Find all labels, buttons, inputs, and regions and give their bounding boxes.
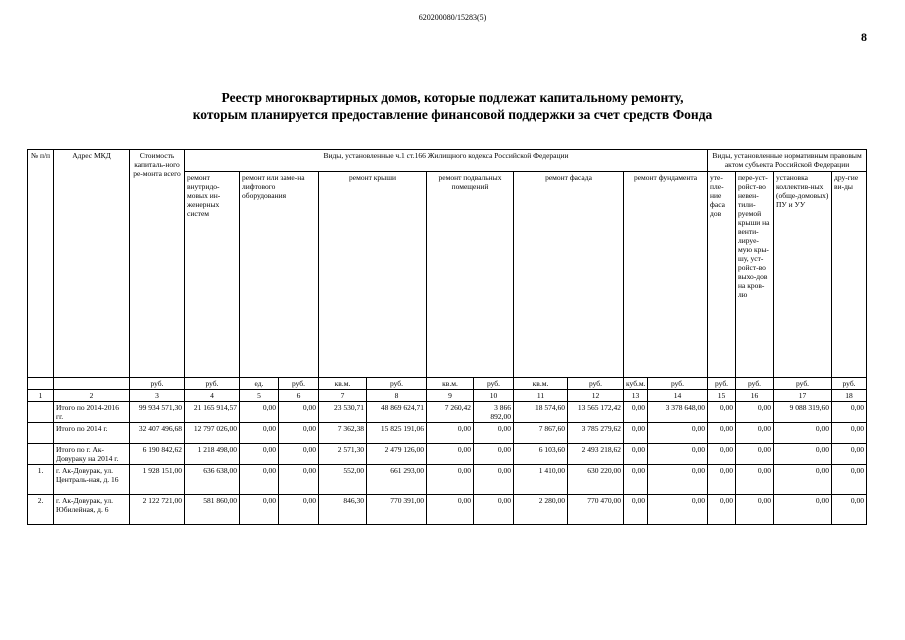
header-meters: установка коллектив-ных (обще-домовых) ПУ и УУ (774, 172, 832, 378)
header-facade: ремонт фасада (514, 172, 624, 378)
value-cell: 0,00 (648, 495, 708, 525)
value-cell: 2 479 126,00 (367, 444, 427, 465)
value-cell: 0,00 (736, 423, 774, 444)
document-number: 620200080/15283(5) (418, 13, 487, 22)
value-cell: 0,00 (708, 444, 736, 465)
col-number: 17 (774, 390, 832, 402)
value-cell: 0,00 (736, 465, 774, 495)
value-cell: 0,00 (624, 465, 648, 495)
value-cell: 9 088 319,60 (774, 402, 832, 423)
value-cell: 0,00 (774, 423, 832, 444)
address-cell: Итого по г. Ак-Довураку на 2014 г. (54, 444, 130, 465)
value-cell: 0,00 (240, 402, 279, 423)
col-number: 3 (130, 390, 185, 402)
value-cell: 0,00 (832, 465, 867, 495)
row-number-cell (28, 402, 54, 423)
unit-cell: куб.м. (624, 378, 648, 390)
value-cell: 2 280,00 (514, 495, 568, 525)
title-line-2: которым планируется предоставление финансовой поддержки за счет средств Фонда (192, 107, 713, 122)
address-cell: Итого по 2014 г. (54, 423, 130, 444)
value-cell: 0,00 (774, 444, 832, 465)
row-number-cell: 2. (28, 495, 54, 525)
unit-cell: руб. (367, 378, 427, 390)
value-cell: 0,00 (474, 444, 514, 465)
value-cell: 661 293,00 (367, 465, 427, 495)
value-cell: 3 378 648,00 (648, 402, 708, 423)
value-cell: 0,00 (774, 465, 832, 495)
row-number-cell: 1. (28, 465, 54, 495)
value-cell: 0,00 (624, 495, 648, 525)
page-title (0, 89, 905, 123)
value-cell: 770 391,00 (367, 495, 427, 525)
value-cell: 0,00 (240, 444, 279, 465)
header-foundation: ремонт фундамента (624, 172, 708, 378)
col-number: 10 (474, 390, 514, 402)
value-cell: 7 867,60 (514, 423, 568, 444)
value-cell: 636 638,00 (185, 465, 240, 495)
address-cell: г. Ак-Довурак, ул. Централь-ная, д. 16 (54, 465, 130, 495)
value-cell: 2 571,30 (319, 444, 367, 465)
unit-cell: руб. (832, 378, 867, 390)
value-cell: 6 190 842,62 (130, 444, 185, 465)
col-number: 1 (28, 390, 54, 402)
unit-cell: руб. (279, 378, 319, 390)
value-cell: 0,00 (427, 444, 474, 465)
value-cell: 0,00 (474, 495, 514, 525)
col-number: 12 (568, 390, 624, 402)
unit-cell: кв.м. (514, 378, 568, 390)
value-cell: 3 866 892,00 (474, 402, 514, 423)
col-number: 8 (367, 390, 427, 402)
col-number: 6 (279, 390, 319, 402)
table-row (28, 402, 867, 423)
unit-cell: руб. (708, 378, 736, 390)
row-number-cell (28, 444, 54, 465)
value-cell: 15 825 191,06 (367, 423, 427, 444)
value-cell: 13 565 172,42 (568, 402, 624, 423)
table-row (28, 423, 867, 444)
address-cell: Итого по 2014-2016 гг. (54, 402, 130, 423)
value-cell: 0,00 (736, 444, 774, 465)
value-cell: 18 574,60 (514, 402, 568, 423)
value-cell: 0,00 (474, 465, 514, 495)
value-cell: 0,00 (832, 444, 867, 465)
header-address: Адрес МКД (54, 150, 130, 378)
value-cell: 21 165 914,57 (185, 402, 240, 423)
col-number: 13 (624, 390, 648, 402)
unit-cell: руб. (474, 378, 514, 390)
value-cell: 0,00 (240, 423, 279, 444)
col-number: 2 (54, 390, 130, 402)
value-cell: 2 493 218,62 (568, 444, 624, 465)
row-number-cell (28, 423, 54, 444)
value-cell: 0,00 (624, 423, 648, 444)
value-cell: 0,00 (279, 444, 319, 465)
value-cell: 3 785 279,62 (568, 423, 624, 444)
header-roof: ремонт крыши (319, 172, 427, 378)
value-cell: 32 407 496,68 (130, 423, 185, 444)
value-cell: 0,00 (427, 495, 474, 525)
value-cell: 0,00 (624, 444, 648, 465)
value-cell: 12 797 026,00 (185, 423, 240, 444)
value-cell: 0,00 (736, 495, 774, 525)
value-cell: 0,00 (240, 495, 279, 525)
value-cell: 48 869 624,71 (367, 402, 427, 423)
header-basement: ремонт подвальных помещений (427, 172, 514, 378)
value-cell: 1 410,00 (514, 465, 568, 495)
value-cell: 0,00 (648, 465, 708, 495)
value-cell: 99 934 571,30 (130, 402, 185, 423)
value-cell: 7 362,38 (319, 423, 367, 444)
unit-cell: кв.м. (319, 378, 367, 390)
header-group-regional: Виды, установленные нормативным правовым актом субъекта Российской Федерации (708, 150, 867, 172)
value-cell: 0,00 (648, 423, 708, 444)
header-reroof: пере-уст-ройст-во невен-тили-руемой крыши на венти-лируе-мую кры-шу, уст-ройст-во выхо-дов на кров-лю (736, 172, 774, 378)
value-cell: 0,00 (279, 423, 319, 444)
table-row (28, 495, 867, 525)
unit-cell: руб. (185, 378, 240, 390)
value-cell: 0,00 (427, 465, 474, 495)
value-cell: 846,30 (319, 495, 367, 525)
header-insulation: уте-пле-ние фаса дов (708, 172, 736, 378)
title-line-1: Реестр многоквартирных домов, которые подлежат капитальному ремонту, (221, 90, 684, 105)
col-number: 15 (708, 390, 736, 402)
header-group-housing-code: Виды, установленные ч.1 ст.166 Жилищного кодекса Российской Федерации (185, 150, 708, 172)
value-cell: 581 860,00 (185, 495, 240, 525)
unit-cell: руб. (648, 378, 708, 390)
unit-cell: руб. (774, 378, 832, 390)
value-cell: 630 220,00 (568, 465, 624, 495)
page-number: 8 (861, 30, 867, 44)
col-number: 5 (240, 390, 279, 402)
col-number: 11 (514, 390, 568, 402)
value-cell: 0,00 (240, 465, 279, 495)
value-cell: 0,00 (774, 495, 832, 525)
value-cell: 0,00 (832, 423, 867, 444)
col-number: 9 (427, 390, 474, 402)
table-row (28, 444, 867, 465)
value-cell: 1 218 498,00 (185, 444, 240, 465)
value-cell: 0,00 (736, 402, 774, 423)
header-internal-systems: ремонт внутридо-мовых ин-женерных систем (185, 172, 240, 378)
value-cell: 1 928 151,00 (130, 465, 185, 495)
header-lift: ремонт или заме-на лифтового оборудования (240, 172, 319, 378)
col-number: 4 (185, 390, 240, 402)
value-cell: 0,00 (708, 495, 736, 525)
header-total-cost: Стоимость капиталь-ного ре-монта всего (130, 150, 185, 378)
unit-cell: руб. (130, 378, 185, 390)
value-cell: 0,00 (624, 402, 648, 423)
value-cell: 2 122 721,00 (130, 495, 185, 525)
table-body (28, 402, 867, 525)
col-number: 18 (832, 390, 867, 402)
unit-cell: руб. (568, 378, 624, 390)
column-numbers-row (28, 390, 867, 402)
table-row (28, 465, 867, 495)
col-number: 7 (319, 390, 367, 402)
value-cell: 7 260,42 (427, 402, 474, 423)
value-cell: 0,00 (427, 423, 474, 444)
value-cell: 6 103,60 (514, 444, 568, 465)
unit-cell: руб. (736, 378, 774, 390)
value-cell: 0,00 (279, 495, 319, 525)
value-cell: 0,00 (708, 465, 736, 495)
value-cell: 0,00 (832, 402, 867, 423)
col-number: 14 (648, 390, 708, 402)
value-cell: 552,00 (319, 465, 367, 495)
registry-table (27, 149, 867, 525)
value-cell: 0,00 (708, 423, 736, 444)
value-cell: 0,00 (832, 495, 867, 525)
header-other: дру-гие ви-ды (832, 172, 867, 378)
value-cell: 0,00 (708, 402, 736, 423)
value-cell: 0,00 (279, 465, 319, 495)
value-cell: 23 530,71 (319, 402, 367, 423)
value-cell: 770 470,00 (568, 495, 624, 525)
value-cell: 0,00 (648, 444, 708, 465)
unit-cell: ед. (240, 378, 279, 390)
units-row (28, 378, 867, 390)
unit-cell: кв.м. (427, 378, 474, 390)
value-cell: 0,00 (279, 402, 319, 423)
address-cell: г. Ак-Довурак, ул. Юбилейная, д. 6 (54, 495, 130, 525)
col-number: 16 (736, 390, 774, 402)
header-num: № п/п (28, 150, 54, 378)
value-cell: 0,00 (474, 423, 514, 444)
